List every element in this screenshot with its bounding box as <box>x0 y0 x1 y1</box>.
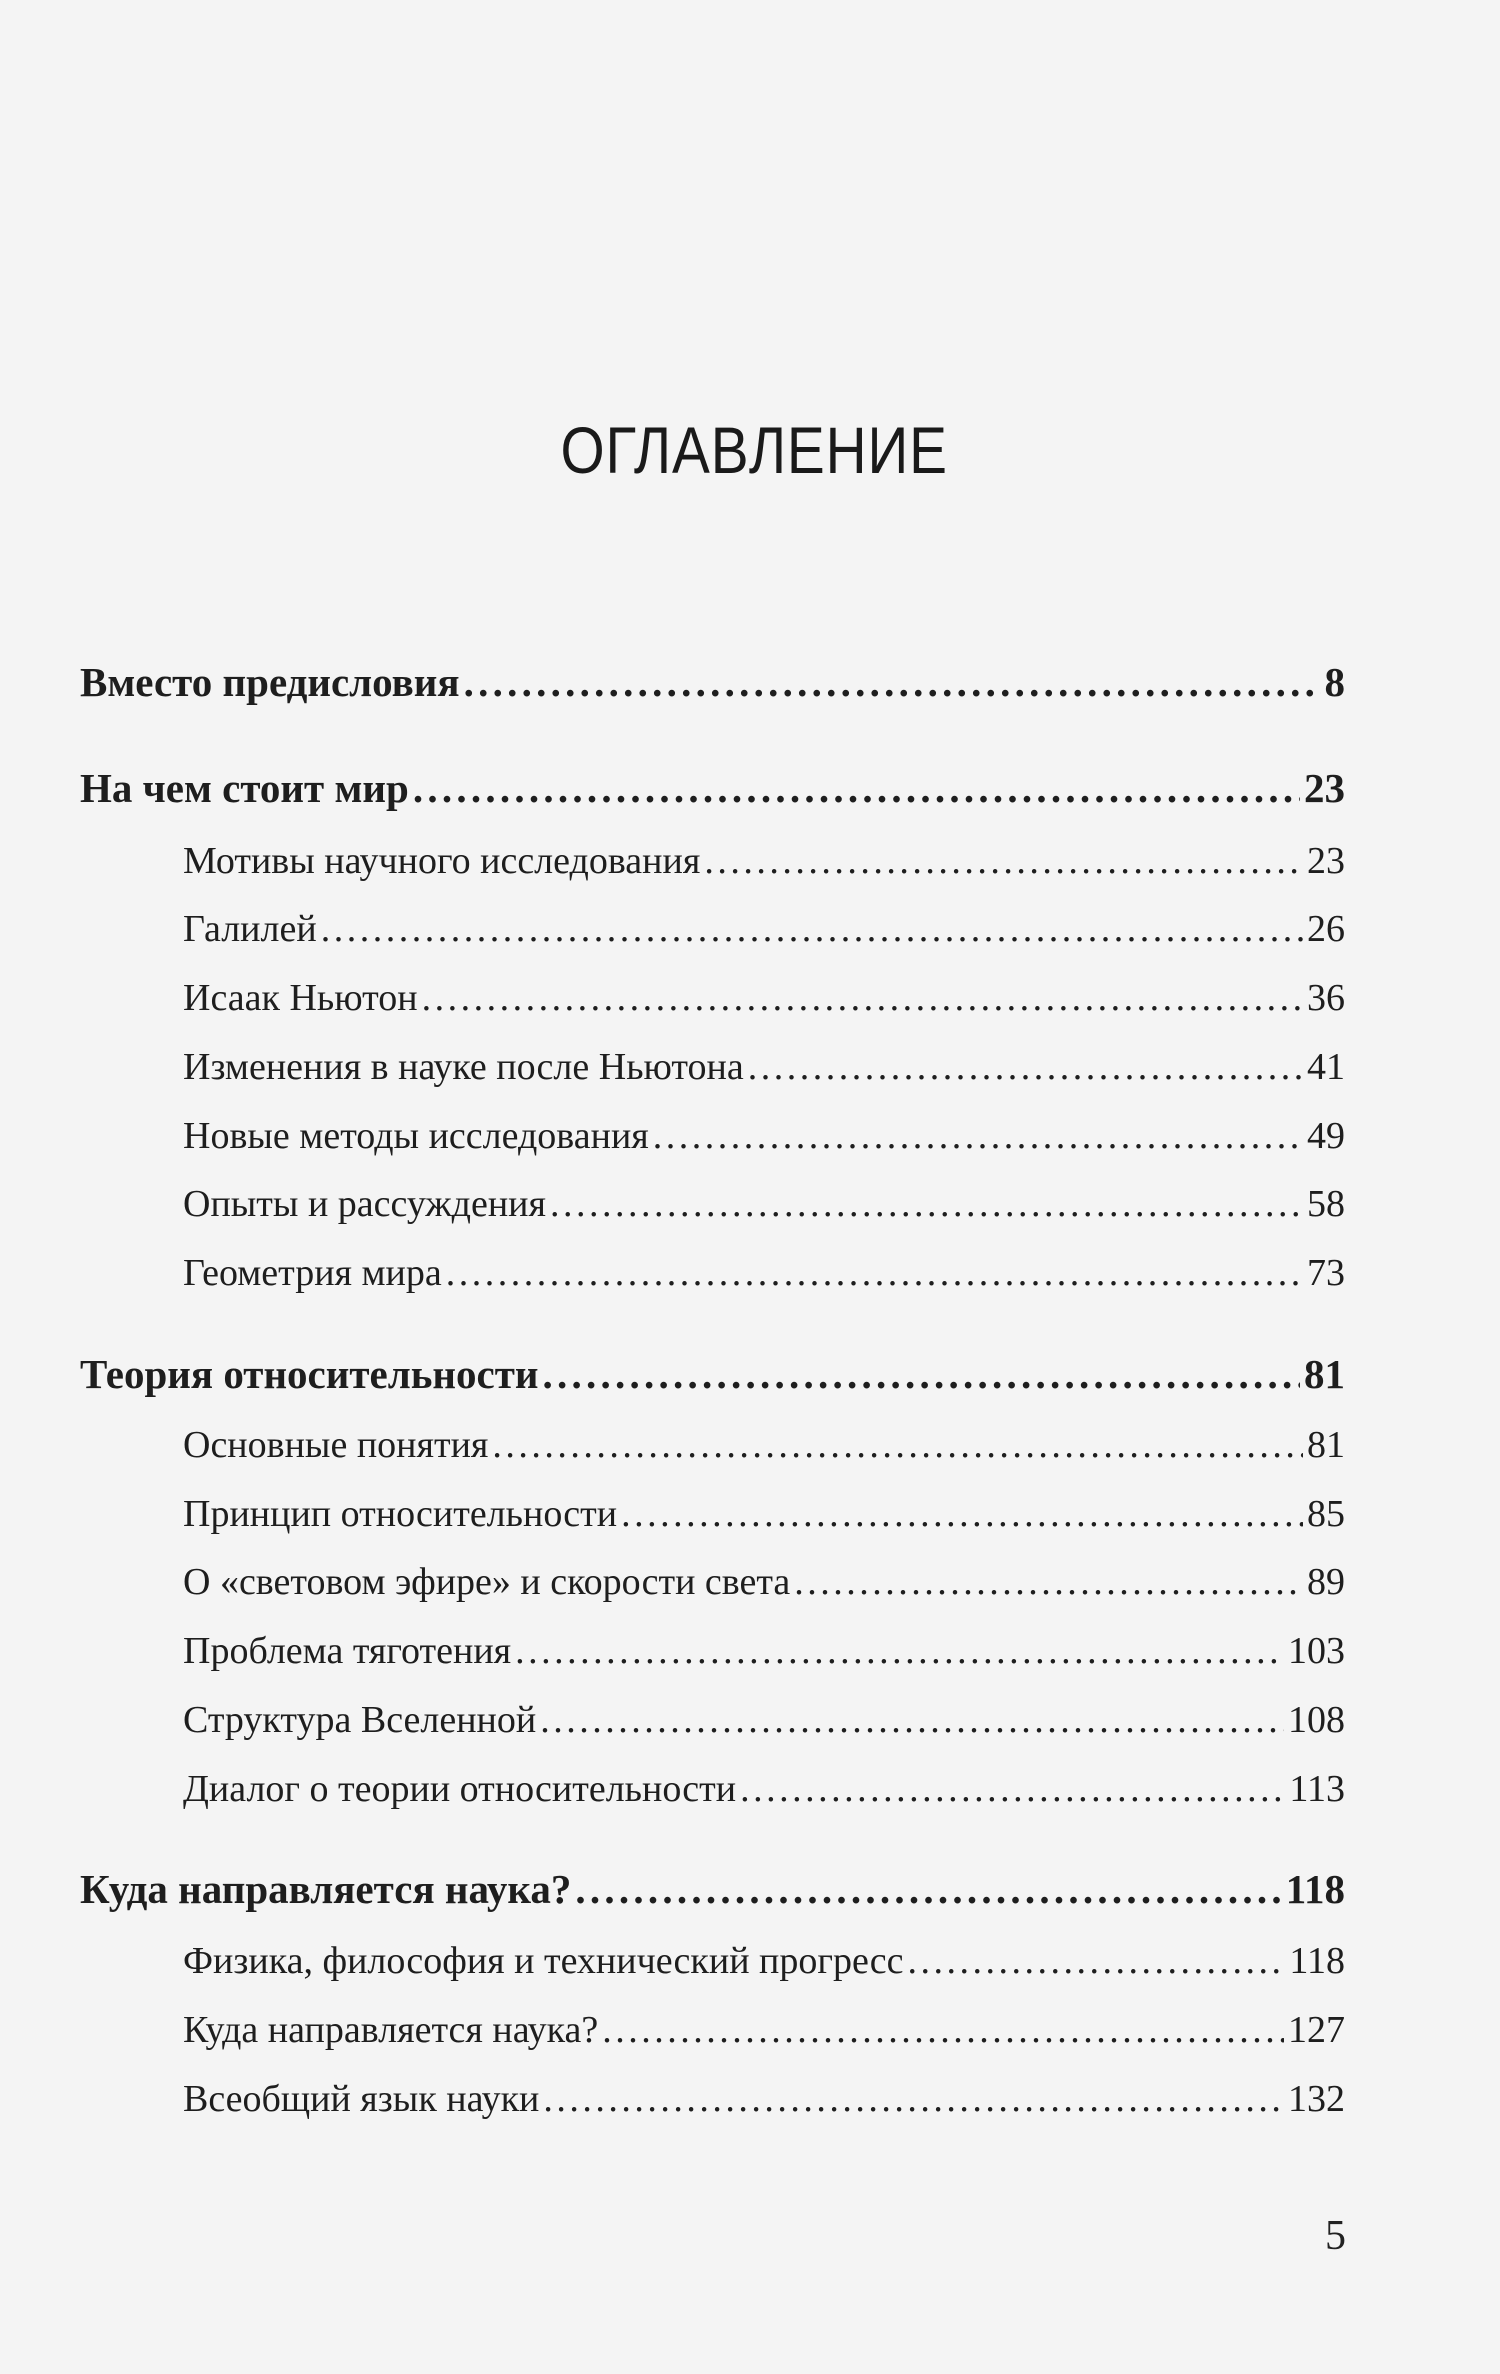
toc-entry-page-number: 81 <box>1307 1424 1345 1466</box>
toc-entry-label: Исаак Ньютон <box>183 977 418 1019</box>
dot-leader <box>550 1185 1303 1223</box>
toc-entry-page-number: 23 <box>1304 765 1345 811</box>
toc-entry-label: Опыты и рассуждения <box>183 1183 546 1225</box>
toc-entry-label: О «световом эфире» и скорости света <box>183 1561 791 1603</box>
dot-leader <box>543 1354 1301 1395</box>
toc-entry-section <box>183 1701 1345 1739</box>
toc-entry-section <box>183 1426 1345 1464</box>
toc-entry-page-number: 81 <box>1304 1351 1345 1397</box>
page-number-footer: 5 <box>1325 2213 1346 2259</box>
toc-entry-label: Физика, философия и технический прогресс <box>183 1940 904 1982</box>
toc-entry-section <box>183 1563 1345 1601</box>
dot-leader <box>422 979 1303 1017</box>
toc-entry-page-number: 26 <box>1307 908 1345 950</box>
toc-entry-label: Основные понятия <box>183 1424 489 1466</box>
toc-entry-label: Всеобщий язык науки <box>183 2078 540 2120</box>
toc-entry-chapter <box>80 659 1345 705</box>
toc-entry-label: Принцип относительности <box>183 1493 618 1535</box>
toc-entry-label: Мотивы научного исследования <box>183 840 701 882</box>
toc-entry-label: На чем стоит мир <box>80 765 409 811</box>
dot-leader <box>575 1869 1281 1910</box>
toc-entry-label: Вместо предисловия <box>80 659 460 705</box>
dot-leader <box>621 1495 1303 1533</box>
toc-entry-page-number: 118 <box>1289 1940 1345 1982</box>
toc-entry-section <box>183 979 1345 1017</box>
page-title: ОГЛАВЛЕНИЕ <box>560 413 948 487</box>
toc-entry-label: Куда направляется наука? <box>183 2009 599 2051</box>
toc-entry-chapter <box>80 1351 1345 1397</box>
dot-leader <box>740 1770 1285 1808</box>
toc-entry-label: Теория относительности <box>80 1351 539 1397</box>
toc-entry-section <box>183 1632 1345 1670</box>
toc-entry-section <box>183 1185 1345 1223</box>
toc-entry-label: Геометрия мира <box>183 1252 442 1294</box>
toc-entry-section <box>183 1495 1345 1533</box>
toc-entry-section <box>183 1048 1345 1086</box>
toc-entry-page-number: 118 <box>1285 1866 1345 1912</box>
toc-entry-label: Изменения в науке после Ньютона <box>183 1046 744 1088</box>
toc-entry-page-number: 8 <box>1324 659 1345 705</box>
toc-entry-section <box>183 842 1345 880</box>
toc-entry-page-number: 49 <box>1307 1115 1345 1157</box>
toc-entry-page-number: 85 <box>1307 1493 1345 1535</box>
dot-leader <box>413 768 1300 809</box>
toc-entry-section <box>183 2011 1345 2049</box>
toc-entry-label: Галилей <box>183 908 317 950</box>
dot-leader <box>446 1254 1303 1292</box>
toc-entry-page-number: 113 <box>1289 1768 1345 1810</box>
toc-entry-page-number: 41 <box>1307 1046 1345 1088</box>
toc-entry-section <box>183 910 1345 948</box>
toc-entry-section <box>183 2080 1345 2118</box>
toc-entry-label: Структура Вселенной <box>183 1699 537 1741</box>
dot-leader <box>543 2080 1284 2118</box>
toc-entry-section <box>183 1770 1345 1808</box>
toc-entry-page-number: 127 <box>1288 2009 1345 2051</box>
dot-leader <box>794 1563 1303 1601</box>
toc-entry-page-number: 108 <box>1288 1699 1345 1741</box>
toc-entry-label: Куда направляется наука? <box>80 1866 572 1912</box>
dot-leader <box>908 1942 1286 1980</box>
toc-entry-page-number: 103 <box>1288 1630 1345 1672</box>
toc-entry-section <box>183 1254 1345 1292</box>
toc-entry-label: Диалог о теории относительности <box>183 1768 737 1810</box>
toc-entry-page-number: 36 <box>1307 977 1345 1019</box>
dot-leader <box>602 2011 1284 2049</box>
toc-entry-page-number: 89 <box>1307 1561 1345 1603</box>
toc-entry-chapter <box>80 1866 1345 1912</box>
dot-leader <box>492 1426 1303 1464</box>
dot-leader <box>515 1632 1284 1670</box>
toc-entry-page-number: 132 <box>1288 2078 1345 2120</box>
toc-entry-label: Новые методы исследования <box>183 1115 649 1157</box>
toc-entry-chapter <box>80 765 1345 811</box>
toc-entry-section <box>183 1117 1345 1155</box>
dot-leader <box>653 1117 1303 1155</box>
dot-leader <box>704 842 1303 880</box>
dot-leader <box>321 910 1303 948</box>
dot-leader <box>464 662 1321 703</box>
toc-entry-page-number: 73 <box>1307 1252 1345 1294</box>
toc-entry-label: Проблема тяготения <box>183 1630 512 1672</box>
dot-leader <box>748 1048 1303 1086</box>
dot-leader <box>540 1701 1284 1739</box>
toc-entry-page-number: 58 <box>1307 1183 1345 1225</box>
toc-entry-page-number: 23 <box>1307 840 1345 882</box>
toc-entry-section <box>183 1942 1345 1980</box>
